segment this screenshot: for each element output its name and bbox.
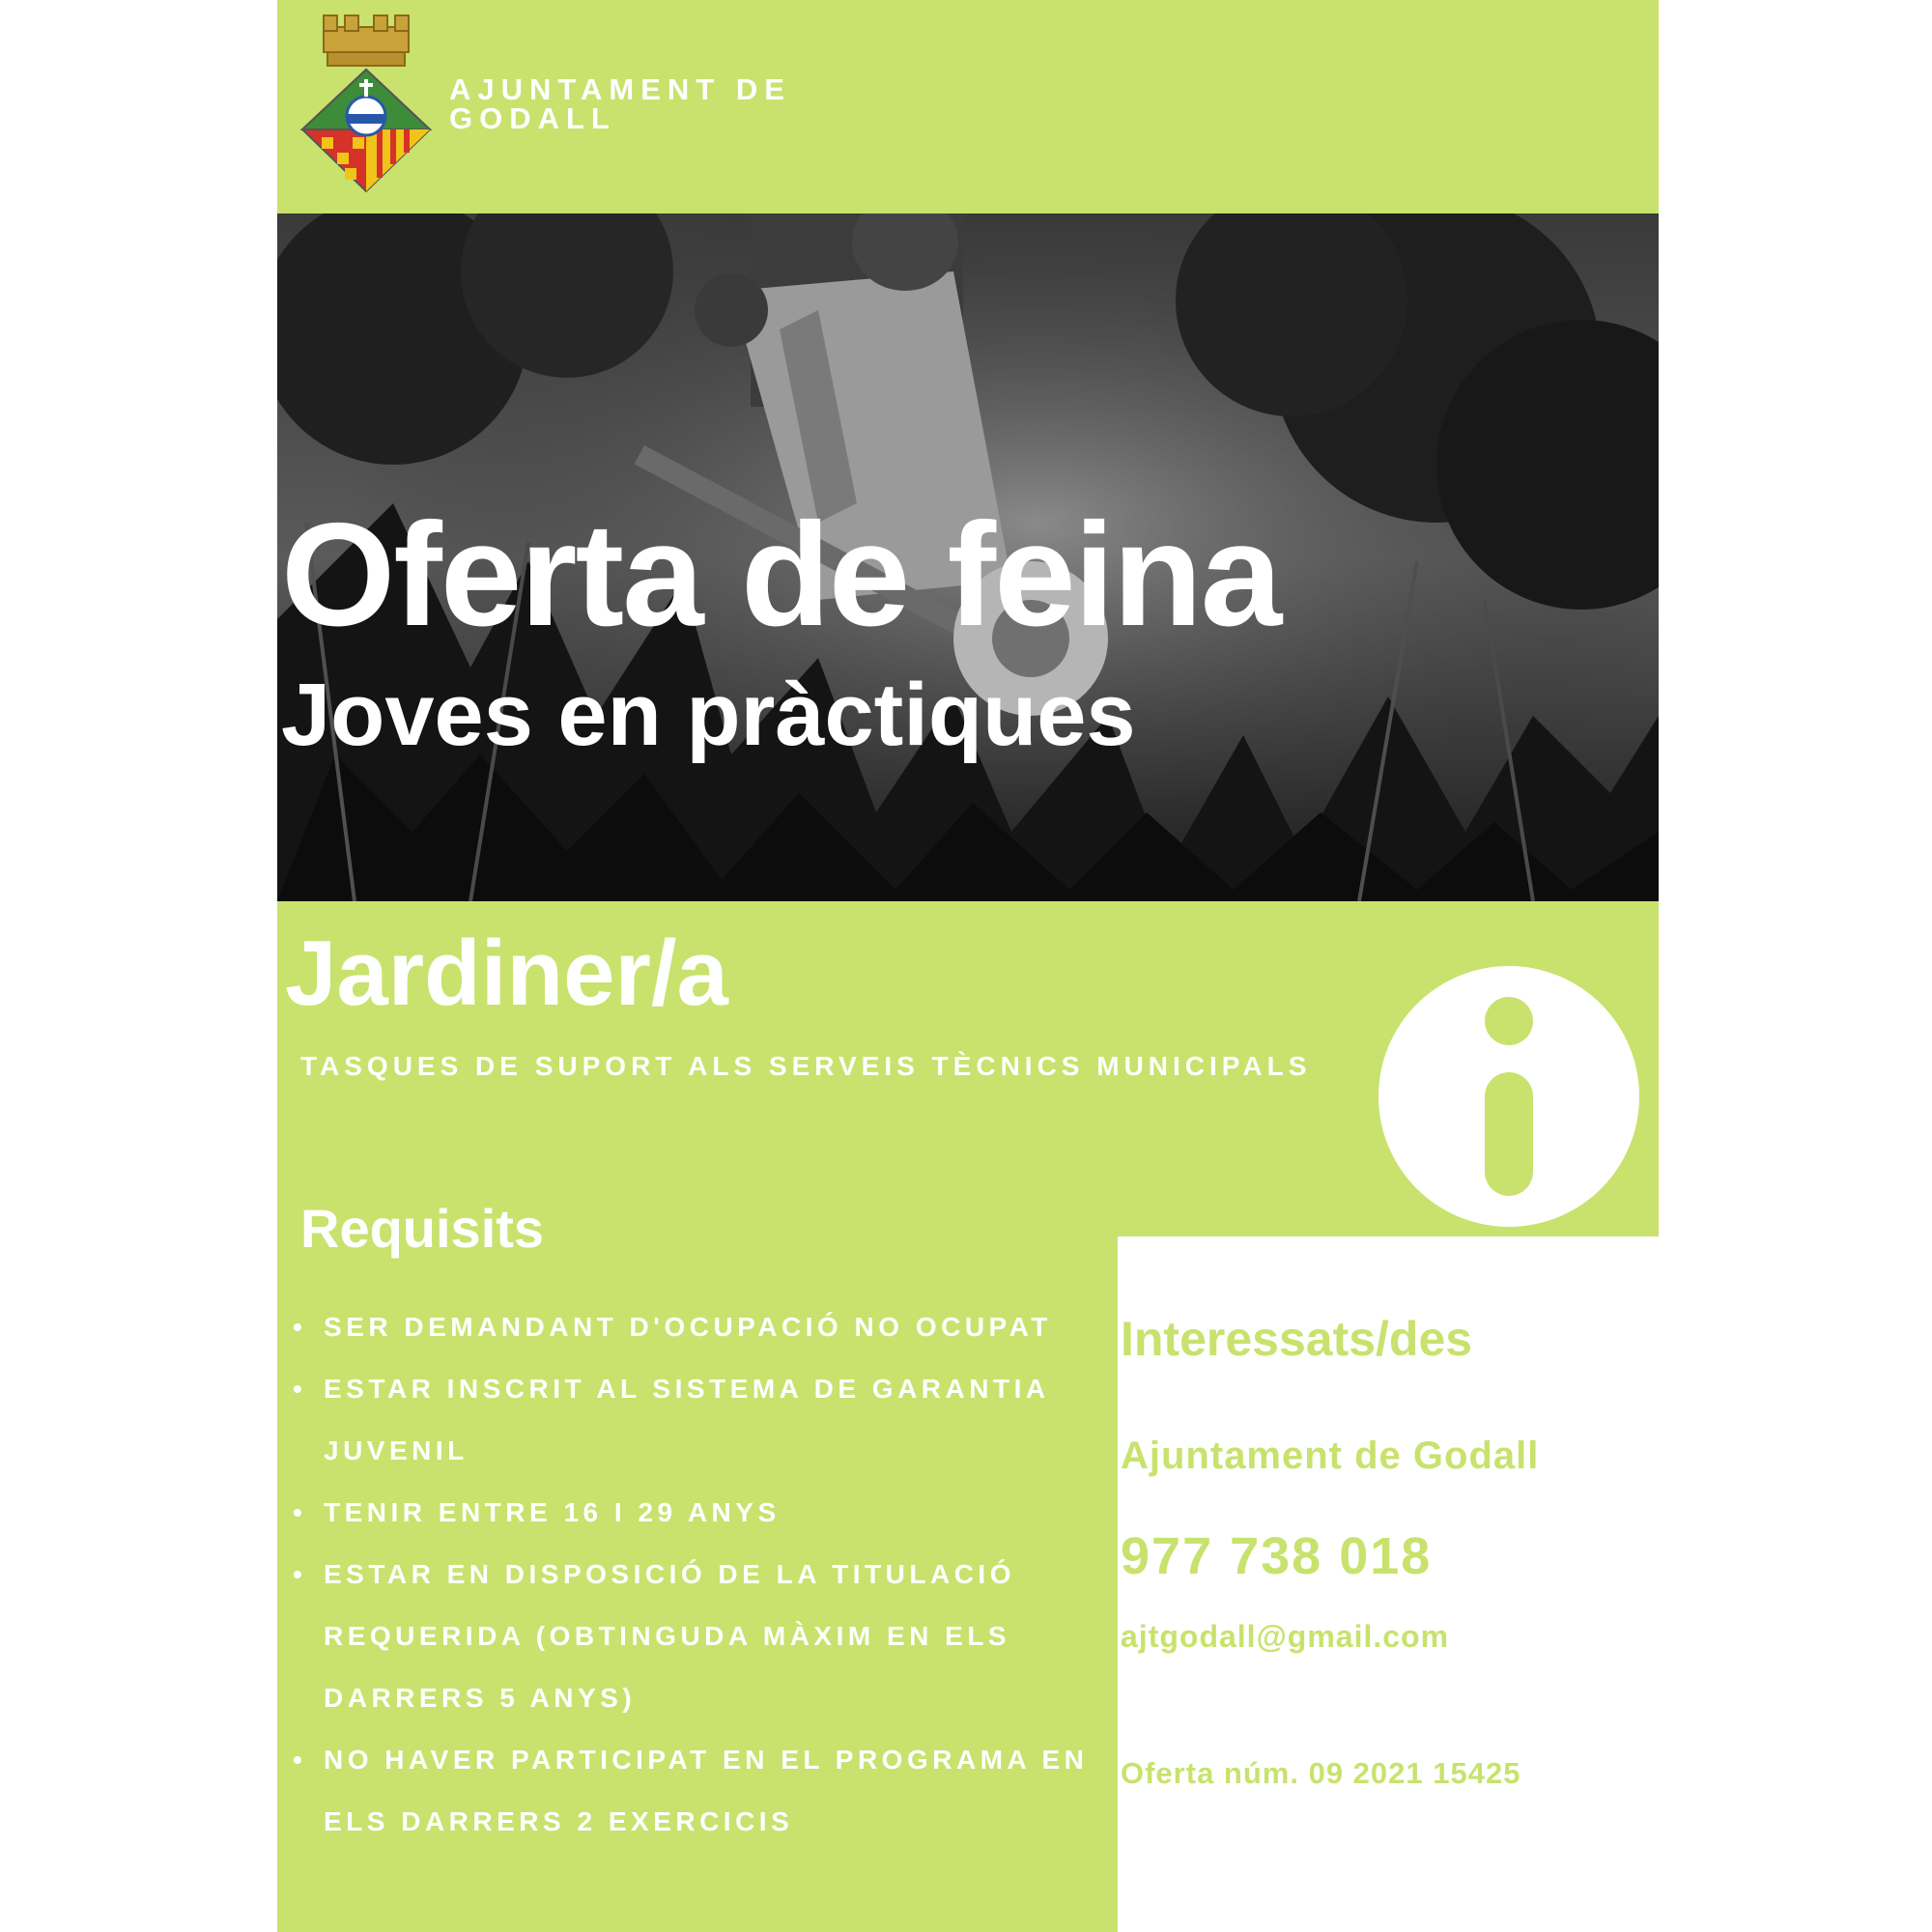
contact-email[interactable]: ajtgodall@gmail.com: [1121, 1619, 1450, 1654]
org-name-line1: AJUNTAMENT DE: [449, 72, 791, 106]
info-icon-stem: [1485, 1072, 1533, 1196]
coat-of-arms-icon: [298, 12, 434, 195]
contact-heading: Interessats/des: [1121, 1312, 1473, 1366]
job-tasks: TASQUES DE SUPORT ALS SERVEIS TÈCNICS MUNICIPALS: [300, 1051, 1312, 1081]
requirements-list: [277, 1296, 1108, 1853]
requirement-item: • NO HAVER PARTICIPAT EN EL PROGRAMA EN ELS DARRERS 2 EXERCICIS: [277, 1729, 1108, 1853]
org-name: [449, 72, 791, 135]
contact-panel: [1121, 1236, 1659, 1932]
info-icon: [1378, 966, 1639, 1227]
job-title: Jardiner/a: [285, 922, 728, 1025]
job-offer-poster: [277, 0, 1659, 1932]
hero-title: Oferta de feina: [281, 493, 1281, 657]
offer-reference: Oferta núm. 09 2021 15425: [1121, 1756, 1521, 1790]
requirements-heading: Requisits: [300, 1198, 545, 1259]
requirement-item: • ESTAR EN DISPOSICIÓ DE LA TITULACIÓ REQUERIDA (OBTINGUDA MÀXIM EN ELS DARRERS 5 ANYS): [277, 1544, 1108, 1729]
org-name-line2: GODALL: [449, 101, 616, 135]
header-band: [277, 0, 1659, 213]
requirement-item: • TENIR ENTRE 16 I 29 ANYS: [277, 1482, 1108, 1544]
requirement-item: • ESTAR INSCRIT AL SISTEMA DE GARANTIA JUVENIL: [277, 1358, 1108, 1482]
contact-phone[interactable]: 977 738 018: [1121, 1527, 1433, 1585]
contact-org: Ajuntament de Godall: [1121, 1435, 1540, 1477]
requirement-item: • SER DEMANDANT D'OCUPACIÓ NO OCUPAT: [277, 1296, 1108, 1358]
info-icon-dot: [1485, 997, 1533, 1045]
hero-subtitle: Joves en pràctiques: [281, 666, 1136, 764]
